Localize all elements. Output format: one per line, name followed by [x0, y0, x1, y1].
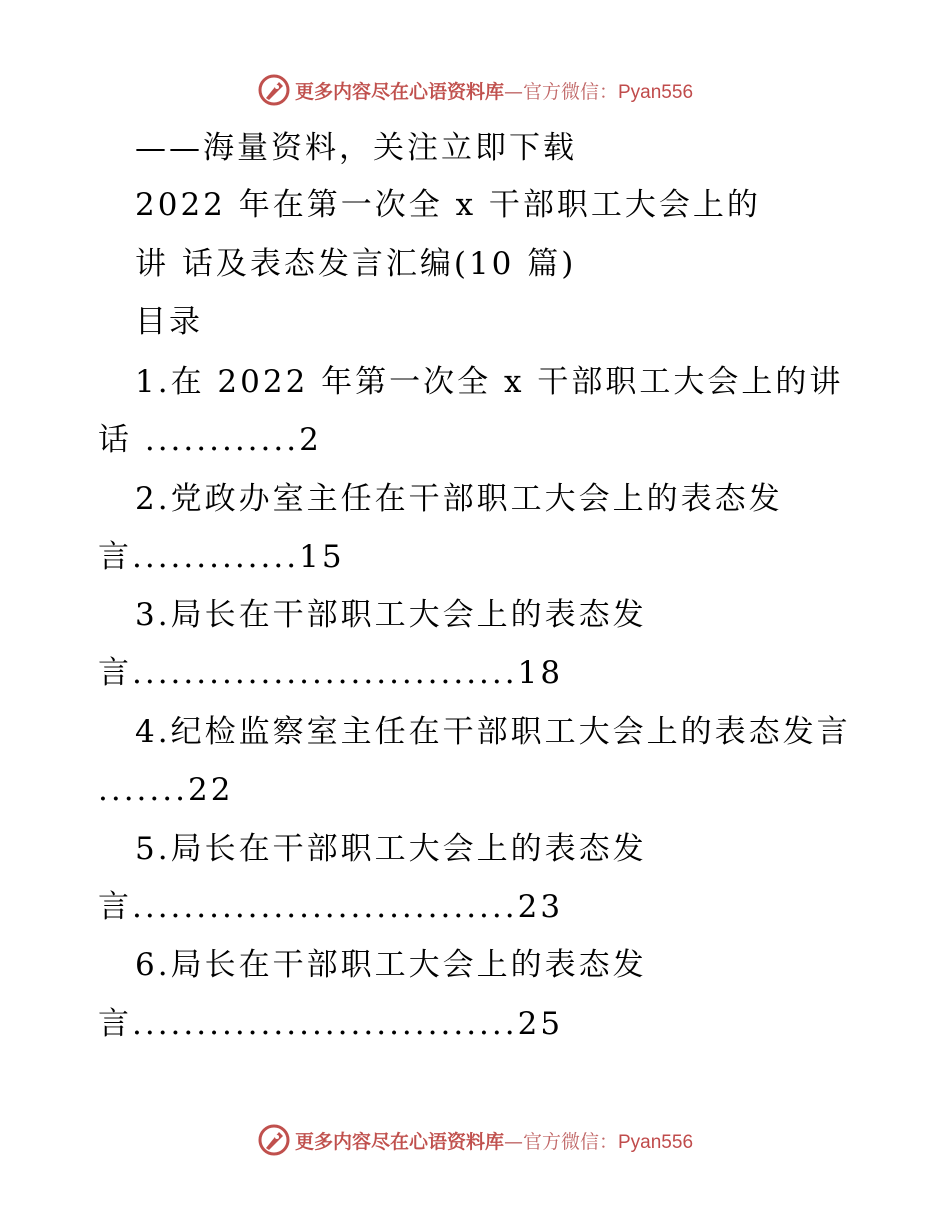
- toc-item-2-page[interactable]: 言.............15: [98, 539, 345, 575]
- toc-heading: 目录: [135, 304, 203, 340]
- toc-item-1-title[interactable]: 1.在 2022 年第一次全 x 干部职工大会上的讲: [135, 364, 844, 400]
- toc-item-4-title[interactable]: 4.纪检监察室主任在干部职工大会上的表态发言: [135, 714, 851, 750]
- title-line-2: 讲 话及表态发言汇编(10 篇): [135, 246, 577, 282]
- header-separator: —: [503, 80, 523, 103]
- toc-item-1-page[interactable]: 话 ............2: [98, 422, 322, 458]
- footer-watermark-banner: [0, 1120, 950, 1160]
- footer-wechat-id: Pyan556: [618, 1131, 694, 1153]
- toc-item-2-title[interactable]: 2.党政办室主任在干部职工大会上的表态发: [135, 481, 783, 517]
- header-wechat-label: 官方微信：: [522, 80, 618, 103]
- footer-watermark-text: [295, 1127, 693, 1154]
- pen-nib-logo-icon: [257, 1123, 291, 1157]
- footer-separator: —: [503, 1130, 523, 1153]
- title-line-1: 2022 年在第一次全 x 干部职工大会上的: [135, 187, 761, 223]
- pen-nib-logo-icon: [257, 73, 291, 107]
- header-brand: 更多内容尽在心语资料库: [294, 80, 504, 103]
- footer-wechat-label: 官方微信：: [522, 1130, 618, 1153]
- toc-item-3-page[interactable]: 言..............................18: [98, 655, 564, 691]
- toc-item-3-title[interactable]: 3.局长在干部职工大会上的表态发: [135, 597, 647, 633]
- toc-item-5-title[interactable]: 5.局长在干部职工大会上的表态发: [135, 831, 647, 867]
- footer-brand: 更多内容尽在心语资料库: [294, 1130, 504, 1153]
- header-watermark-text: [295, 77, 693, 104]
- toc-item-5-page[interactable]: 言..............................23: [98, 889, 564, 925]
- toc-item-6-title[interactable]: 6.局长在干部职工大会上的表态发: [135, 947, 647, 983]
- header-watermark-banner: [0, 70, 950, 110]
- intro-line: ——海量资料，关注立即下载: [135, 130, 577, 166]
- toc-item-6-page[interactable]: 言..............................25: [98, 1006, 564, 1042]
- toc-item-4-page[interactable]: .......22: [98, 772, 234, 808]
- header-wechat-id: Pyan556: [618, 81, 694, 103]
